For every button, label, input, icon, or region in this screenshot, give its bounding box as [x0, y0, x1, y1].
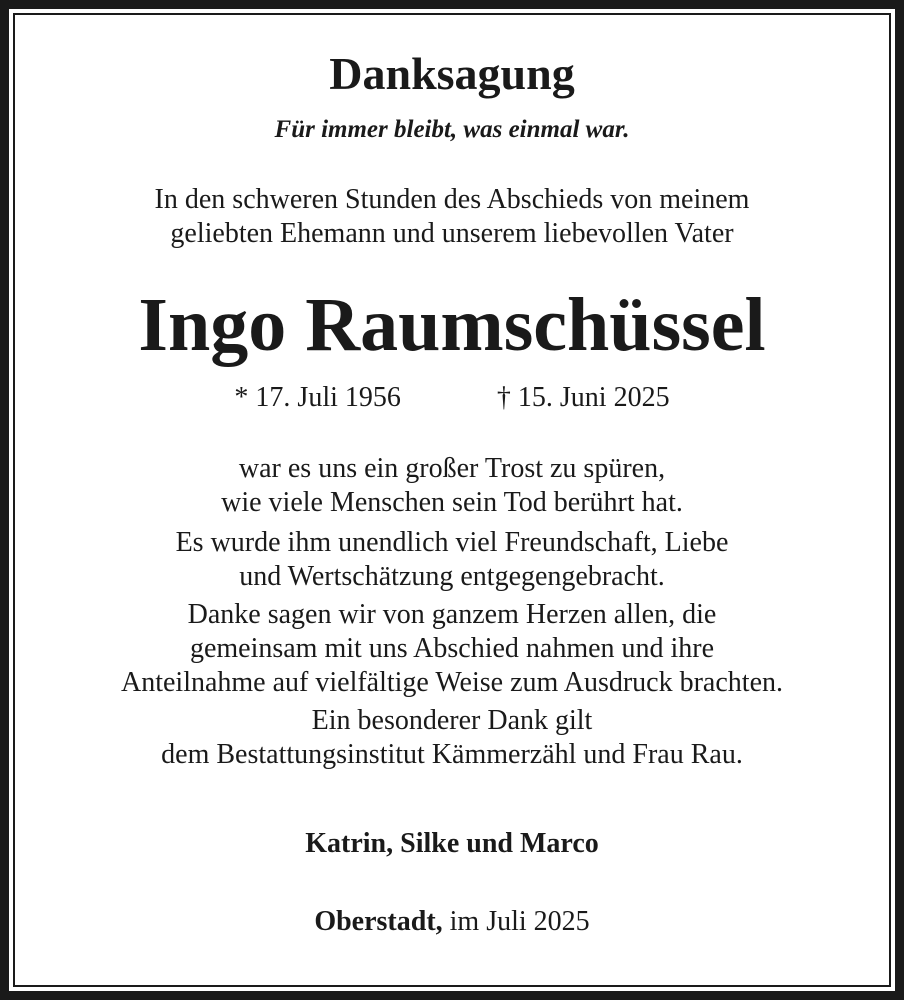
notice-date: im Juli 2025	[449, 906, 590, 937]
birth-date: * 17. Juli 1956	[234, 382, 401, 413]
body-line-1: war es uns ein großer Trost zu spüren,	[238, 453, 666, 484]
body-line-3: Es wurde ihm unendlich viel Freundschaft, Liebe	[175, 527, 729, 558]
deceased-name: Ingo Raumschüssel	[138, 283, 766, 367]
body-line-9: dem Bestattungsinstitut Kämmerzähl und Frau Rau.	[161, 739, 743, 770]
motto: Für immer bleibt, was einmal war.	[274, 116, 630, 143]
intro-line-2: geliebten Ehemann und unserem liebevollen Vater	[170, 218, 734, 249]
body-line-8: Ein besonderer Dank gilt	[311, 705, 593, 736]
death-date: † 15. Juni 2025	[496, 382, 670, 413]
body-line-2: wie viele Menschen sein Tod berührt hat.	[221, 487, 683, 518]
intro-line-1: In den schweren Stunden des Abschieds von meinem	[154, 184, 750, 215]
body-line-6: gemeinsam mit uns Abschied nahmen und ihre	[189, 633, 715, 664]
place-name: Oberstadt,	[314, 906, 443, 937]
place-date	[0, 904, 904, 940]
notice-title: Danksagung	[329, 48, 575, 99]
life-dates	[0, 380, 904, 416]
body-line-7: Anteilnahme auf vielfältige Weise zum Ausdruck brachten.	[120, 667, 783, 698]
signers: Katrin, Silke und Marco	[305, 828, 599, 859]
body-line-5: Danke sagen wir von ganzem Herzen allen, die	[187, 599, 717, 630]
body-line-4: und Wertschätzung entgegengebracht.	[239, 561, 665, 592]
